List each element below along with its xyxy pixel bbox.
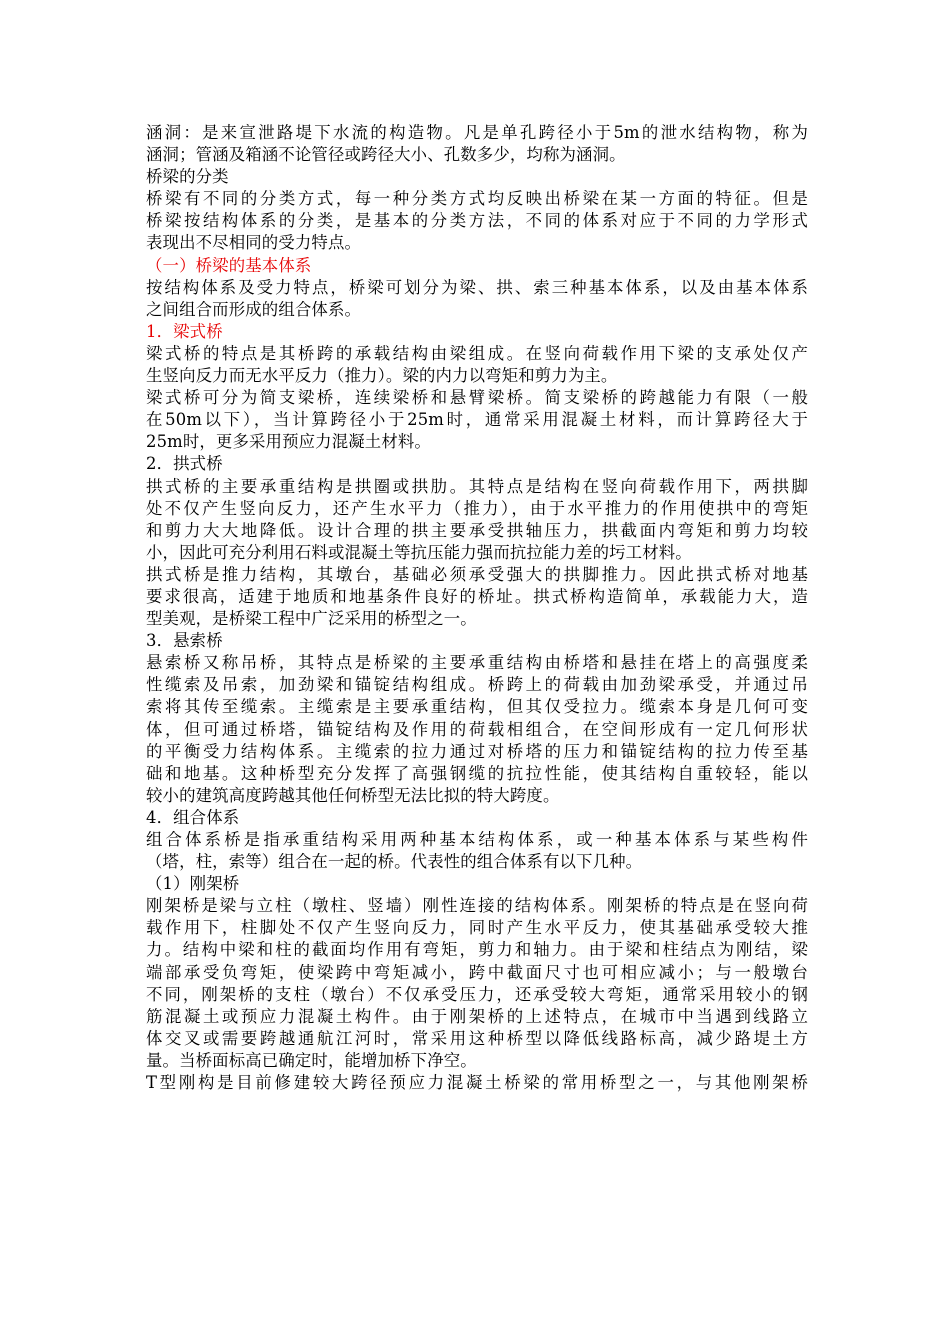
text-line: 要求很高，适建于地质和地基条件良好的桥址。拱式桥构造简单，承载能力大，造 xyxy=(146,586,808,606)
text-line: 梁式桥可分为简支梁桥，连续梁桥和悬臂梁桥。简支梁桥的跨越能力有限（一般 xyxy=(146,388,808,408)
text-line: 较小的建筑高度跨越其他任何桥型无法比拟的特大跨度。 xyxy=(146,785,560,805)
text-line: 索将其传至缆索。主缆索是主要承重结构，但其仅受拉力。缆索本身是几何可变 xyxy=(146,697,808,717)
text-line: T型刚构是目前修建较大跨径预应力混凝土桥梁的常用桥型之一，与其他刚架桥 xyxy=(146,1073,808,1093)
text-line: 悬索桥又称吊桥，其特点是桥梁的主要承重结构由桥塔和悬挂在塔上的高强度柔 xyxy=(146,653,808,673)
text-line: 体，但可通过桥塔，锚锭结构及作用的荷载相组合，在空间形成有一定几何形状 xyxy=(146,719,808,739)
text-line: 小，因此可充分利用石料或混凝土等抗压能力强而抗拉能力差的圬工材料。 xyxy=(146,542,692,562)
text-line: 桥梁有不同的分类方式，每一种分类方式均反映出桥梁在某一方面的特征。但是 xyxy=(146,189,808,209)
section-heading: （一）桥梁的基本体系 xyxy=(146,255,312,275)
document-page xyxy=(146,122,808,1094)
text-line: 拱式桥是推力结构，其墩台，基础必须承受强大的拱脚推力。因此拱式桥对地基 xyxy=(146,564,808,584)
text-line: 力。结构中梁和柱的截面均作用有弯矩，剪力和轴力。由于梁和柱结点为刚结，梁 xyxy=(146,940,808,960)
text-line: 4．组合体系 xyxy=(146,807,240,827)
text-line: 筋混凝土或预应力混凝土构件。由于刚架桥的上述特点，在城市中当遇到线路立 xyxy=(146,1006,808,1026)
text-line: 梁式桥的特点是其桥跨的承载结构由梁组成。在竖向荷载作用下梁的支承处仅产 xyxy=(146,343,808,363)
text-line: 25m时，更多采用预应力混凝土材料。 xyxy=(146,432,431,452)
text-line: 础和地基。这种桥型充分发挥了高强钢缆的抗拉性能，使其结构自重较轻，能以 xyxy=(146,763,808,783)
text-line: 型美观，是桥梁工程中广泛采用的桥型之一。 xyxy=(146,609,477,629)
text-line: 的平衡受力结构体系。主缆索的拉力通过对桥塔的压力和锚锭结构的拉力传至基 xyxy=(146,741,808,761)
text-line: 涵洞；管涵及箱涵不论管径或跨径大小、孔数多少，均称为涵洞。 xyxy=(146,145,626,165)
text-line: 体交叉或需要跨越通航江河时，常采用这种桥型以降低线路标高，减少路堤土方 xyxy=(146,1028,808,1048)
text-line: 和剪力大大地降低。设计合理的拱主要承受拱轴压力，拱截面内弯矩和剪力均较 xyxy=(146,520,808,540)
text-line: （1）刚架桥 xyxy=(146,874,240,894)
text-line: 之间组合而形成的组合体系。 xyxy=(146,299,362,319)
section-heading: 1．梁式桥 xyxy=(146,321,223,341)
text-line: （塔，柱，索等）组合在一起的桥。代表性的组合体系有以下几种。 xyxy=(146,852,643,872)
text-line: 2．拱式桥 xyxy=(146,454,223,474)
text-line: 表现出不尽相同的受力特点。 xyxy=(146,233,362,253)
text-line: 量。当桥面标高已确定时，能增加桥下净空。 xyxy=(146,1050,477,1070)
text-line: 3．悬索桥 xyxy=(146,631,223,651)
text-line: 桥梁按结构体系的分类，是基本的分类方法，不同的体系对应于不同的力学形式 xyxy=(146,211,808,231)
text-line: 拱式桥的主要承重结构是拱圈或拱肋。其特点是结构在竖向荷载作用下，两拱脚 xyxy=(146,476,808,496)
text-line: 生竖向反力而无水平反力（推力）。梁的内力以弯矩和剪力为主。 xyxy=(146,366,618,386)
text-line: 组合体系桥是指承重结构采用两种基本结构体系，或一种基本体系与某些构件 xyxy=(146,830,808,849)
text-line: 刚架桥是梁与立柱（墩柱、竖墙）刚性连接的结构体系。刚架桥的特点是在竖向荷 xyxy=(146,896,808,916)
text-line: 涵洞：是来宣泄路堤下水流的构造物。凡是单孔跨径小于5m的泄水结构物，称为 xyxy=(146,123,808,142)
text-line: 载作用下，柱脚处不仅产生竖向反力，同时产生水平反力，使其基础承受较大推 xyxy=(146,918,808,938)
text-line: 性缆索及吊索，加劲梁和锚锭结构组成。桥跨上的荷载由加劲梁承受，并通过吊 xyxy=(146,675,808,695)
text-line: 处不仅产生竖向反力，还产生水平力（推力），由于水平推力的作用使拱中的弯矩 xyxy=(146,498,808,518)
text-line: 按结构体系及受力特点，桥梁可划分为梁、拱、索三种基本体系，以及由基本体系 xyxy=(146,277,808,297)
text-line: 端部承受负弯矩，使梁跨中弯矩减小，跨中截面尺寸也可相应减小；与一般墩台 xyxy=(146,962,808,982)
text-line: 不同，刚架桥的支柱（墩台）不仅承受压力，还承受较大弯矩，通常采用较小的钢 xyxy=(146,984,808,1004)
text-line: 桥梁的分类 xyxy=(146,167,229,187)
text-line: 在50m以下），当计算跨径小于25m时，通常采用混凝土材料，而计算跨径大于 xyxy=(146,410,808,430)
